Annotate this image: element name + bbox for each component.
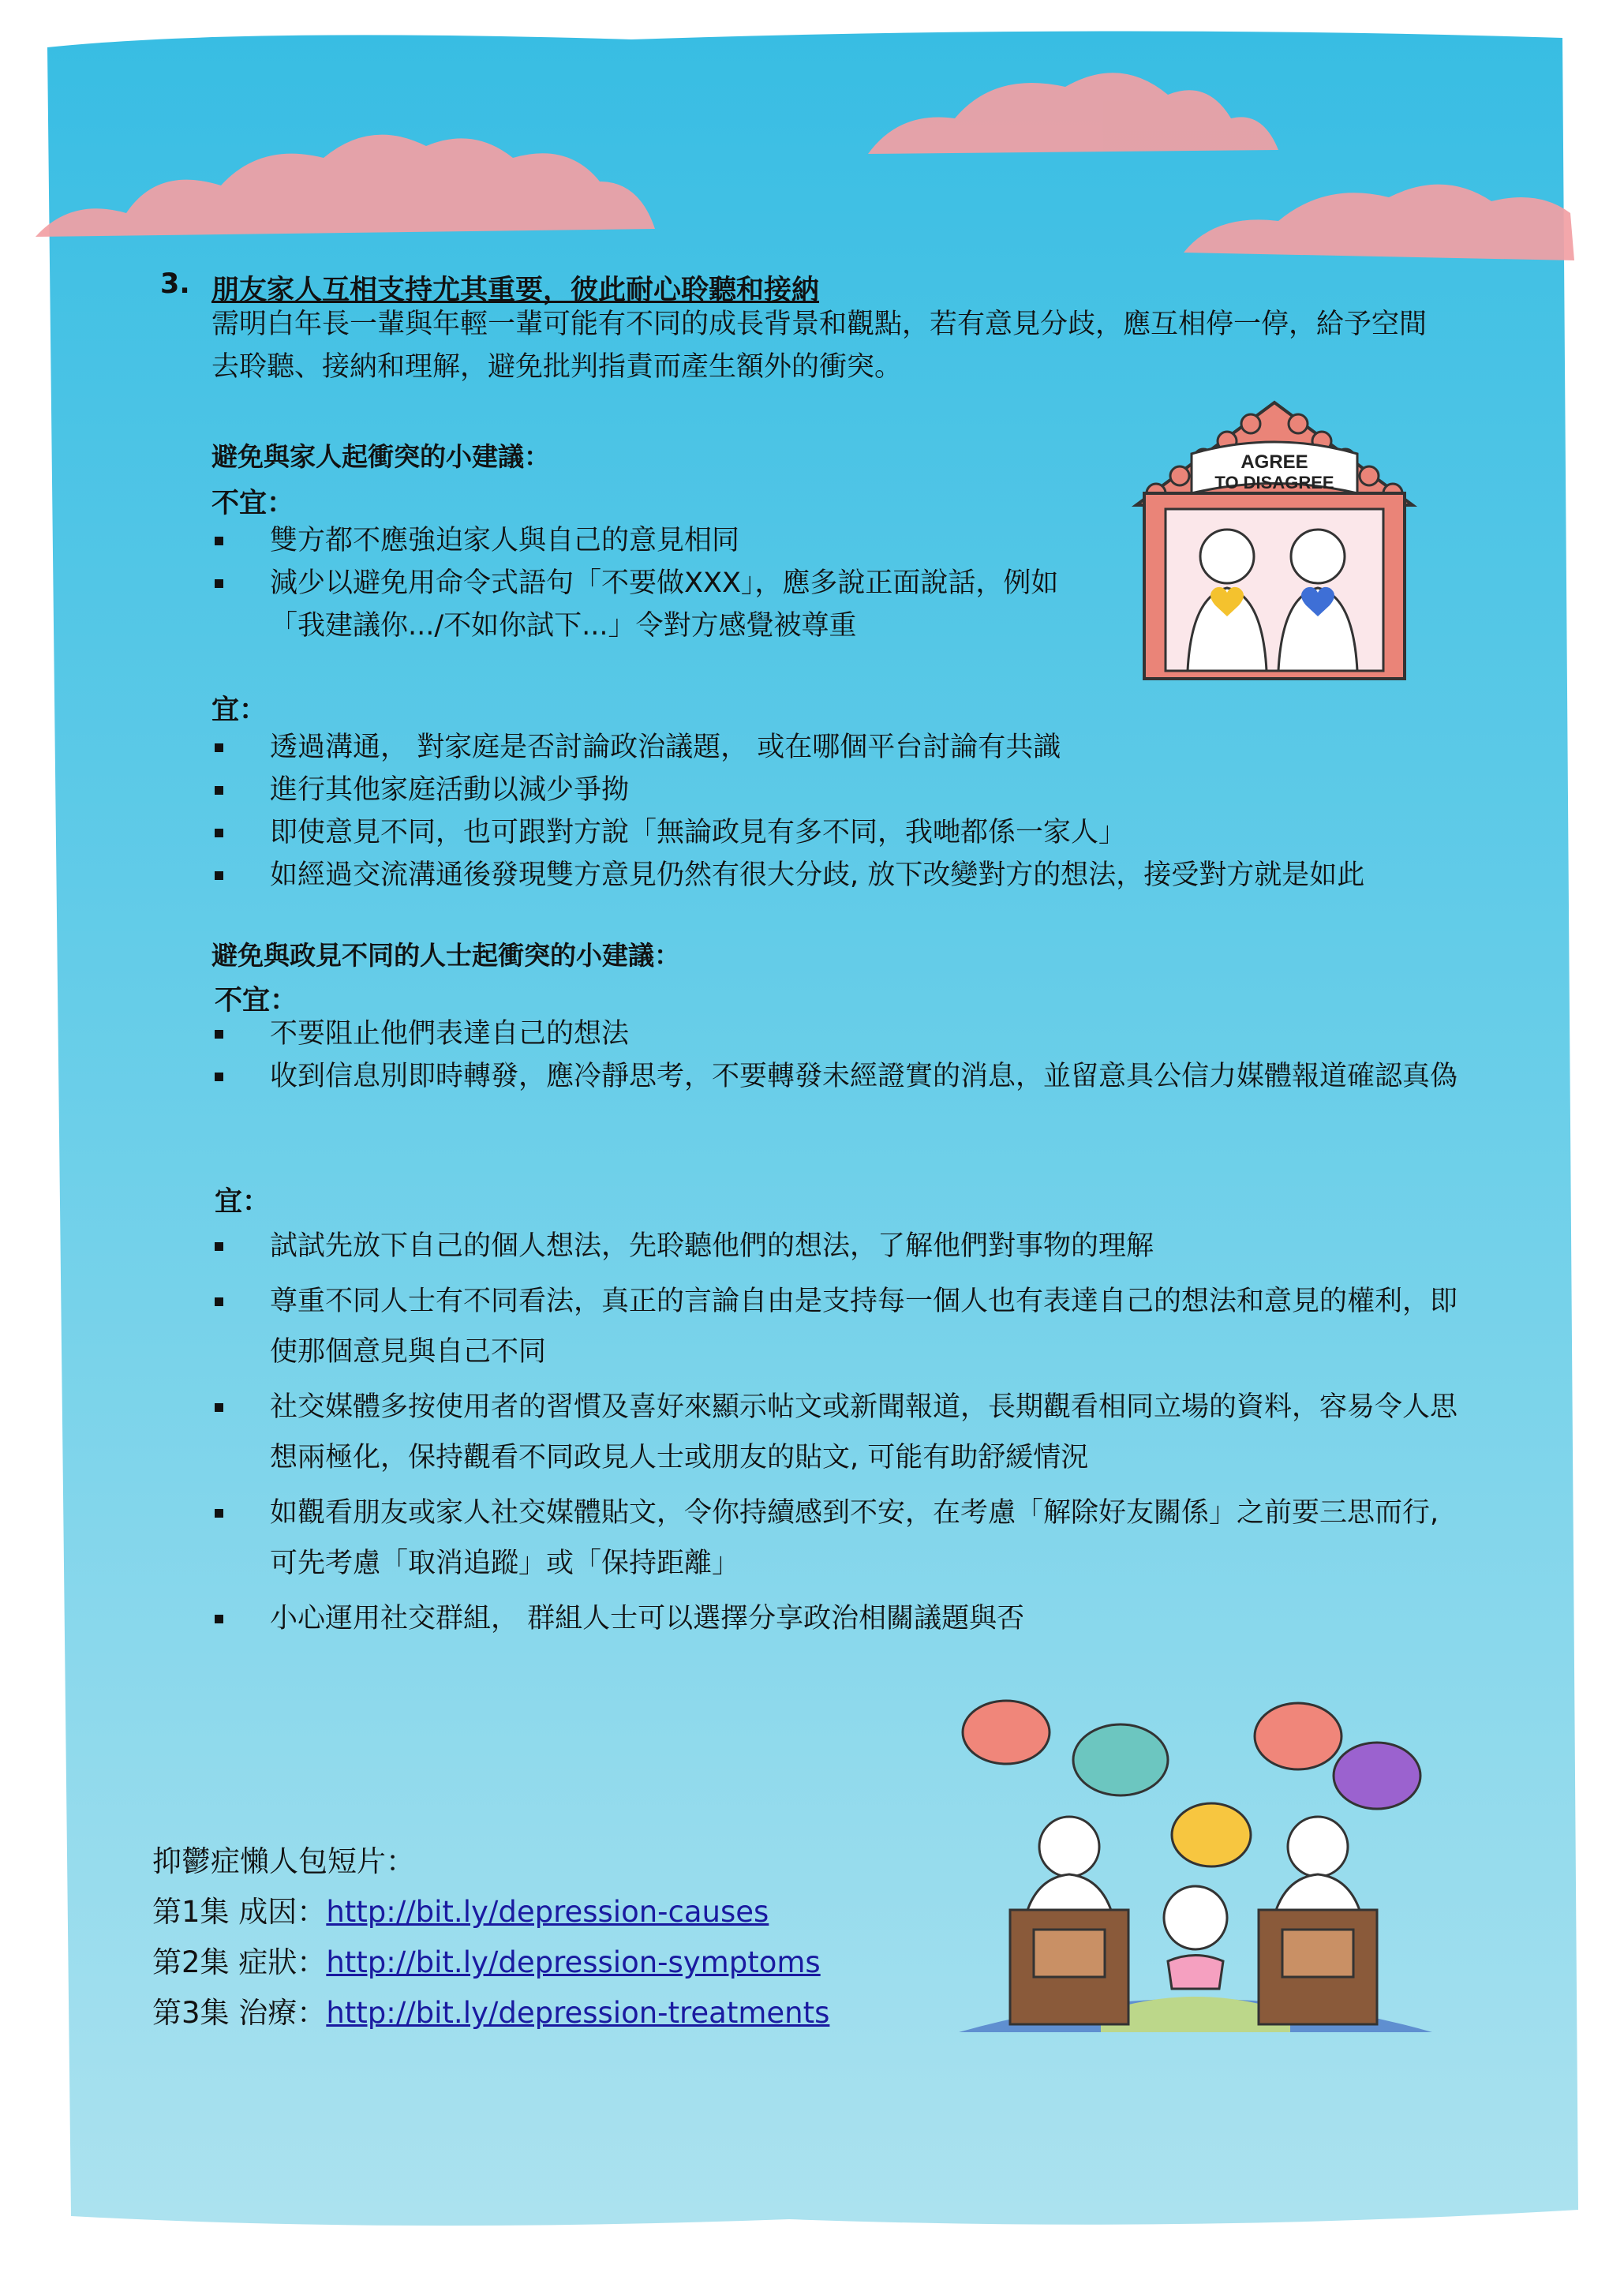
house-illustration — [1124, 399, 1424, 687]
others-dont-list — [215, 1013, 1461, 1098]
video-label: 第1集 成因： — [152, 1895, 327, 1929]
sign-line-1: AGREE — [1240, 451, 1308, 473]
list-item: 試試先放下自己的個人想法，先聆聽他們的想法，了解他們對事物的理解 — [215, 1221, 1461, 1271]
video-link-symptoms[interactable]: http://bit.ly/depression-symptoms — [326, 1945, 821, 1979]
list-item: 減少以避免用命令式語句「不要做XXX」，應多說正面說話，例如「我建議你.../不如你試下...」令對方感覺被尊重 — [215, 562, 1098, 647]
list-item: 如觀看朋友或家人社交媒體貼文，令你持續感到不安，在考慮「解除好友關係」之前要三思而行, 可先考慮「取消追蹤」或「保持距離」 — [215, 1488, 1461, 1589]
list-item: 社交媒體多按使用者的習慣及喜好來顯示帖文或新聞報道，長期觀看相同立場的資料，容易令人思想兩極化，保持觀看不同政見人士或朋友的貼文, 可能有助舒緩情況 — [215, 1382, 1461, 1483]
video-item-1 — [152, 1887, 829, 1937]
family-dont-list — [215, 519, 1098, 647]
family-heading: 避免與家人起衝突的小建議： — [211, 441, 550, 472]
list-item: 進行其他家庭活動以減少爭拗 — [215, 769, 1477, 811]
speech-bubble-icon — [1073, 1724, 1168, 1795]
debate-illustration — [959, 1697, 1432, 2032]
family-do-list — [215, 726, 1477, 897]
video-links — [152, 1836, 829, 2039]
list-item: 透過溝通， 對家庭是否討論政治議題， 或在哪個平台討論有共識 — [215, 726, 1477, 769]
video-item-3 — [152, 1988, 829, 2039]
list-item: 即使意見不同，也可跟對方說「無論政見有多不同，我哋都係一家人」 — [215, 811, 1477, 854]
list-item: 小心運用社交群組， 群組人士可以選擇分享政治相關議題與否 — [215, 1593, 1461, 1644]
video-label: 第3集 治療： — [152, 1996, 327, 2030]
video-item-2 — [152, 1937, 829, 1988]
speech-bubble-icon — [963, 1701, 1050, 1764]
family-dont-label: 不宜： — [211, 488, 295, 519]
speech-bubble-icon — [1334, 1743, 1420, 1809]
speech-bubble-icon — [1255, 1703, 1341, 1769]
video-label: 第2集 症狀： — [152, 1945, 327, 1979]
sign-line-2: TO DISAGREE — [1214, 473, 1334, 492]
video-heading: 抑鬱症懶人包短片： — [152, 1844, 415, 1878]
section-title: 朋友家人互相支持尤其重要，彼此耐心聆聽和接納 — [211, 275, 820, 306]
others-heading: 避免與政見不同的人士起衝突的小建議： — [211, 940, 680, 971]
list-item: 尊重不同人士有不同看法，真正的言論自由是支持每一個人也有表達自己的想法和意見的權利，即使那個意見與自己不同 — [215, 1276, 1461, 1377]
video-link-treatments[interactable]: http://bit.ly/depression-treatments — [326, 1996, 830, 2030]
list-item: 如經過交流溝通後發現雙方意見仍然有很大分歧, 放下改變對方的想法，接受對方就是如此 — [215, 854, 1477, 897]
list-item: 收到信息別即時轉發，應冷靜思考，不要轉發未經證實的消息，並留意具公信力媒體報道確認真偽 — [215, 1055, 1461, 1098]
family-do-label: 宜： — [211, 694, 268, 726]
video-link-causes[interactable]: http://bit.ly/depression-causes — [326, 1895, 769, 1929]
section-number: 3. — [160, 268, 190, 300]
speech-bubble-icon — [1172, 1803, 1251, 1866]
baby — [1164, 1886, 1227, 1949]
section-intro: 需明白年長一輩與年輕一輩可能有不同的成長背景和觀點，若有意見分歧，應互相停一停，給予空間去聆聽、接納和理解，避免批判指責而產生額外的衝突。 — [211, 309, 1428, 383]
list-item: 不要阻止他們表達自己的想法 — [215, 1013, 1461, 1055]
others-do-label: 宜： — [215, 1186, 271, 1218]
others-dont-label: 不宜： — [215, 985, 298, 1016]
others-do-list — [215, 1221, 1461, 1649]
list-item: 雙方都不應強迫家人與自己的意見相同 — [215, 519, 1098, 562]
